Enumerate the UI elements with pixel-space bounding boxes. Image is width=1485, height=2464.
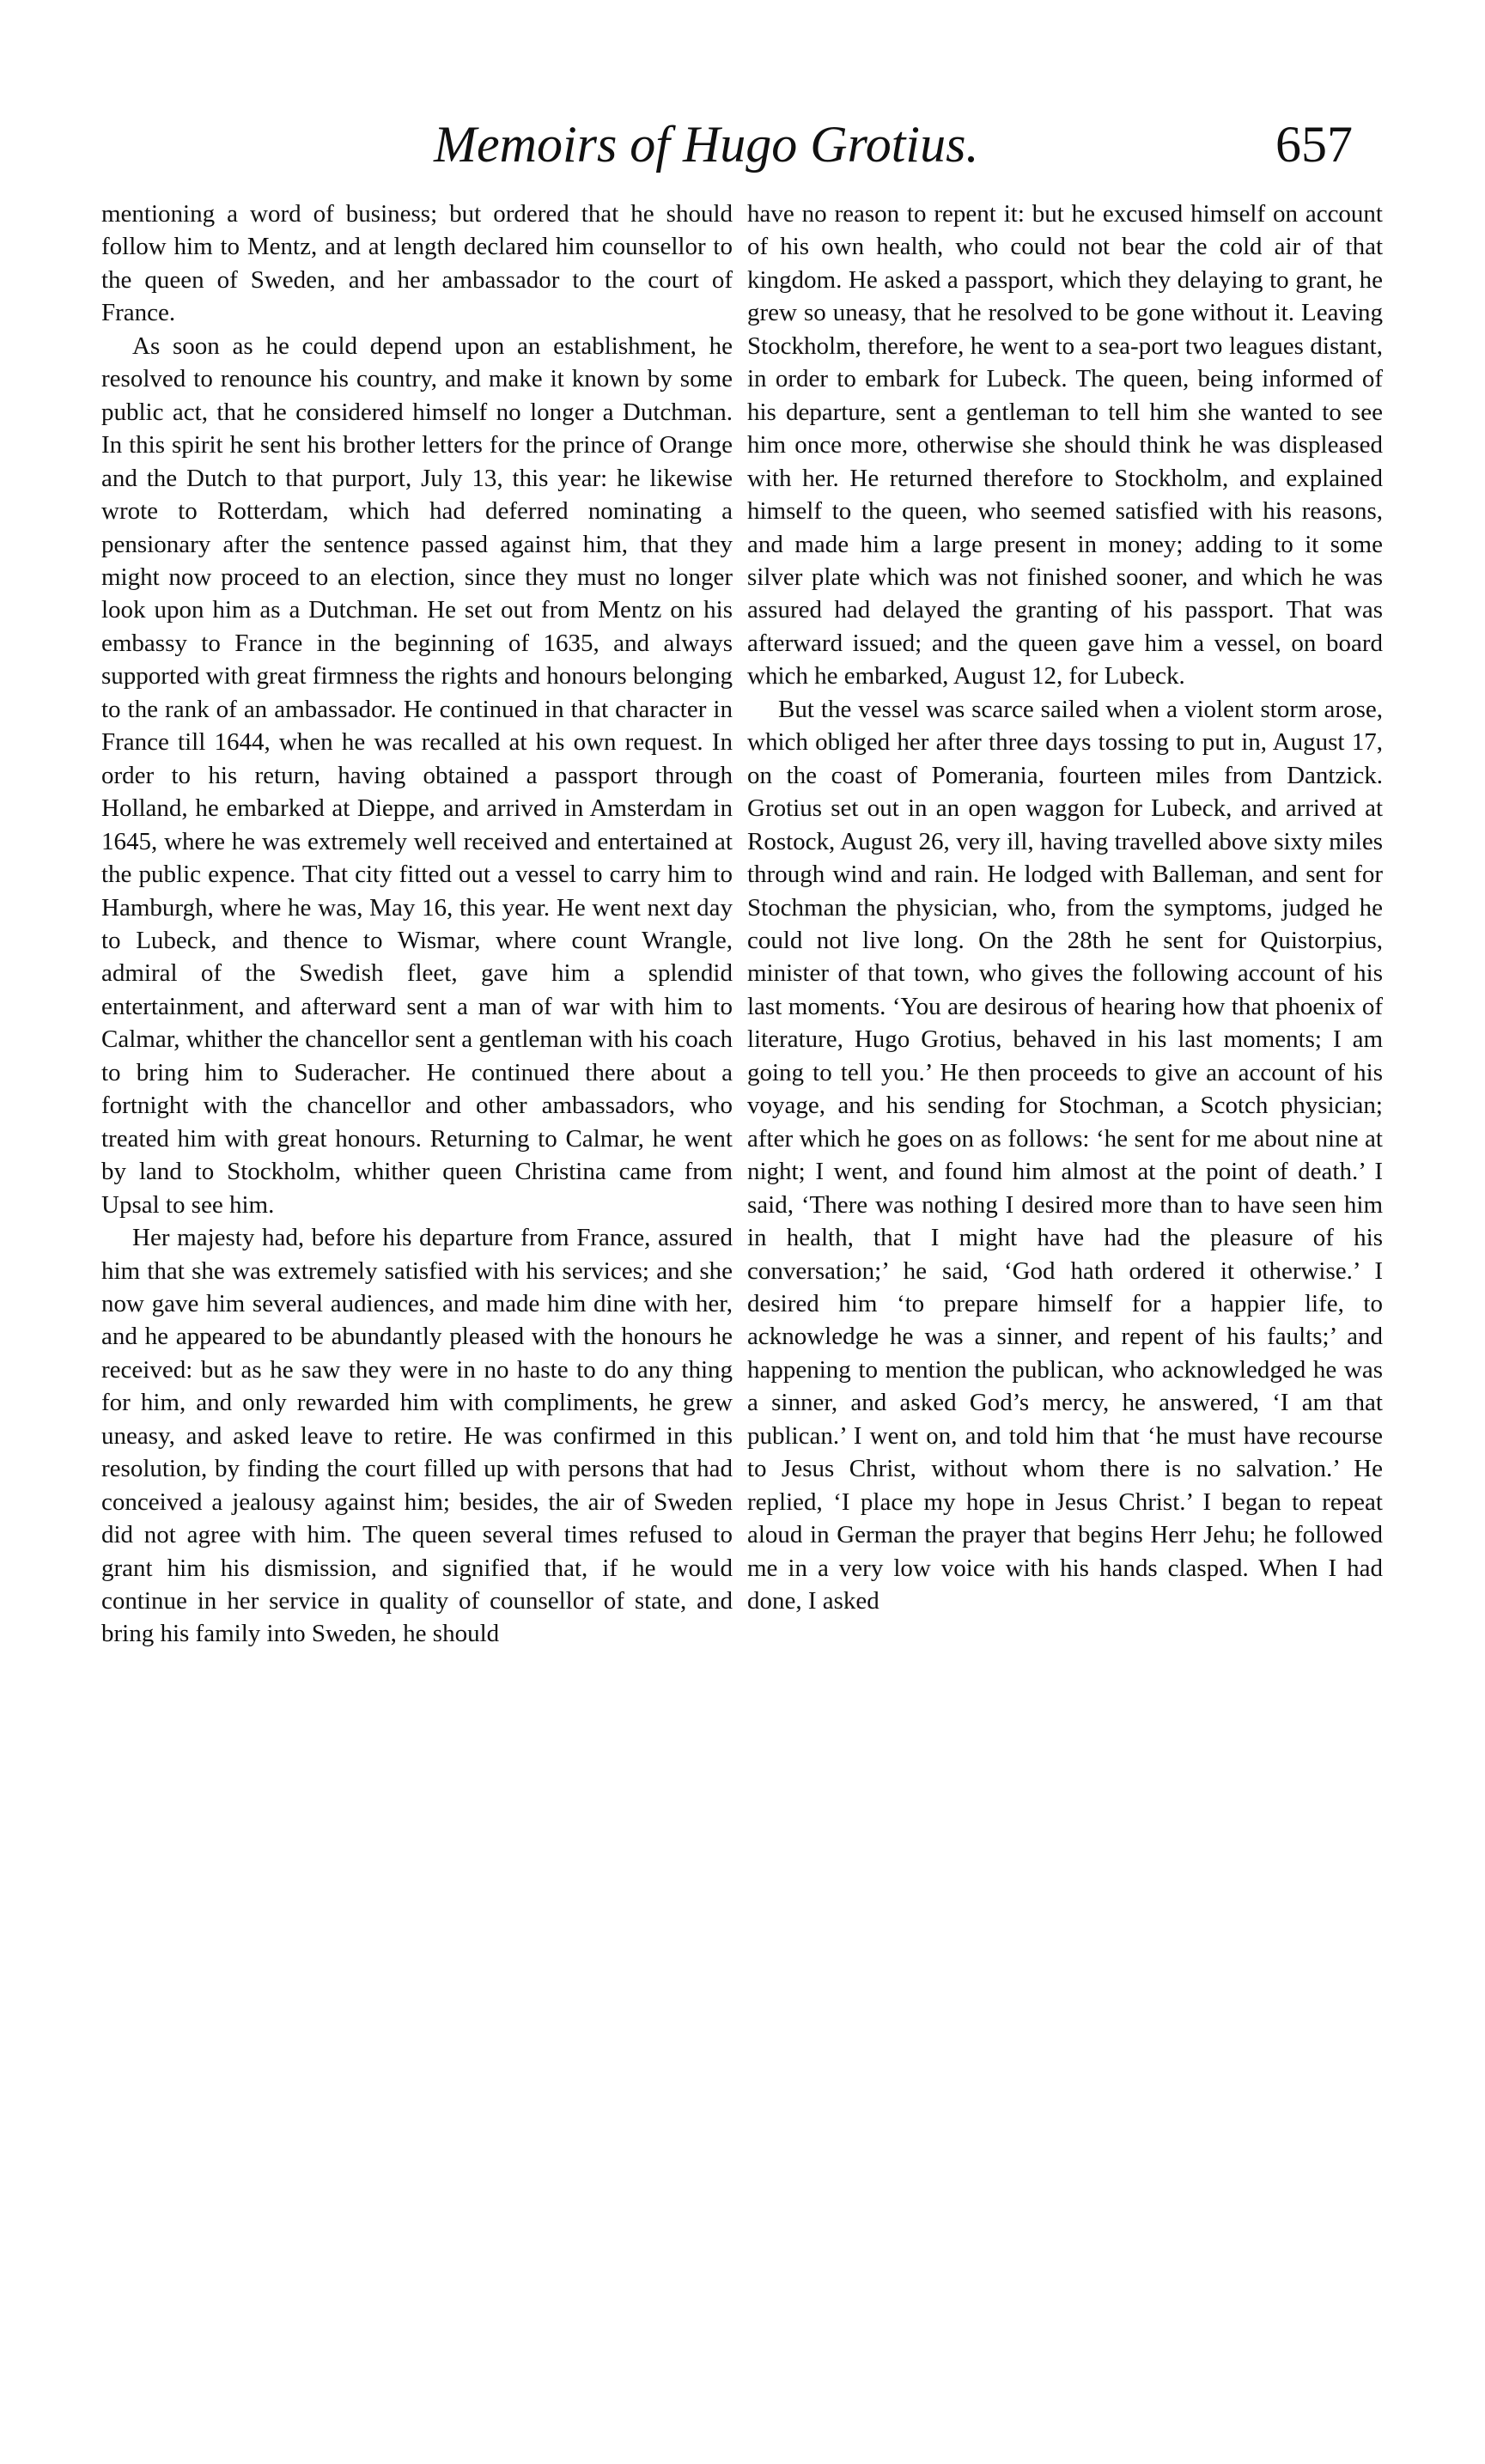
paragraph: have no reason to repent it: but he excused himself on account of his own health, who could not bear the cold air of that kingdom. He asked a passport, which they delaying to grant, he grew so uneasy, that he resolved to be gone without it. Leaving Stockholm, therefore, he went to a sea-port two leagues distant, in order to embark for Lubeck. The queen, being informed of his departure, sent a gentleman to tell him she wanted to see him once more, otherwise she should think he was displeased with her. He returned therefore to Stockholm, and explained himself to the queen, who seemed satisfied with his reasons, and made him a large present in money; adding to it some silver plate which was not finished sooner, and which he was assured had delayed the granting of his passport. That was afterward issued; and the queen gave him a vessel, on board which he embarked, August 12, for Lubeck. <box>747 200 1383 691</box>
paragraph: But the vessel was scarce sailed when a violent storm arose, which obliged her after three days tossing to put in, August 17, on the coast of Pomerania, fourteen miles from Dantzick. Grotius set out in an open waggon for Lubeck, and arrived at Rostock, August 26, very ill, having travelled above sixty miles through wind and rain. He lodged with Balleman, and sent for Stochman the physician, who, from the symptoms, judged he could not live long. On the 28th he sent for Quistorpius, minister of that town, who gives the following account of his last moments. ‘You are desirous of hearing how that phoenix of literature, Hugo Grotius, behaved in his last moments; I am going to tell you.’ He then proceeds to give an account of his voyage, and his sending for Stochman, a Scotch physician; after which he goes on as follows: ‘he sent for me about nine at night; I went, and found him almost at the point of death.’ I said, ‘There was nothing I desired more than to have seen him in health, that I might have had the pleasure of his conversation;’ he said, ‘God hath ordered it otherwise.’ I desired him ‘to prepare himself for a happier life, to acknowledge he was a sinner, and repent of his faults;’ and happening to mention the publican, who acknowledged he was a sinner, and asked God’s mercy, he answered, ‘I am that publican.’ I went on, and told him that ‘he must have recourse to Jesus Christ, without whom there is no salvation.’ He replied, ‘I place my hope in Jesus Christ.’ I began to repeat aloud in German the prayer that begins Herr Jehu; he followed me in a very low voice with his hands clasped. When I had done, I asked <box>747 695 1383 1615</box>
left-column <box>101 198 733 2422</box>
paragraph: mentioning a word of business; but ordered that he should follow him to Mentz, and at length declared him counsellor to the queen of Sweden, and her ambassador to the court of France. <box>101 200 733 327</box>
running-head <box>0 110 1485 179</box>
paragraph: Her majesty had, before his departure from France, assured him that she was extremely satisfied with his services; and she now gave him several audiences, and made him dine with her, and he appeared to be abundantly pleased with the honours he received: but as he saw they were in no haste to do any thing for him, and only rewarded him with compliments, he grew uneasy, and asked leave to retire. He was confirmed in this resolution, by finding the court filled up with persons that had conceived a jealousy against him; besides, the air of Sweden did not agree with him. The queen several times refused to grant him his dismission, and signified that, if he would continue in her service in quality of counsellor of state, and bring his family into Sweden, he should <box>101 1224 733 1648</box>
paragraph: As soon as he could depend upon an establishment, he resolved to renounce his country, and make it known by some public act, that he considered himself no longer a Dutchman. In this spirit he sent his brother letters for the prince of Orange and the Dutch to that purport, July 13, this year: he likewise wrote to Rotterdam, which had deferred nominating a pensionary after the sentence passed against him, that they might now proceed to an election, since they must no longer look upon him as a Dutchman. He set out from Mentz on his embassy to France in the beginning of 1635, and always supported with great firmness the rights and honours belonging to the rank of an ambassador. He continued in that character in France till 1644, when he was recalled at his own request. In order to his return, having obtained a passport through Holland, he embarked at Dieppe, and arrived in Amsterdam in 1645, where he was extremely well received and entertained at the public expence. That city fitted out a vessel to carry him to Hamburgh, where he was, May 16, this year. He went next day to Lubeck, and thence to Wismar, where count Wrangle, admiral of the Swedish fleet, gave him a splendid entertainment, and afterward sent a man of war with him to Calmar, whither the chancellor sent a gentleman with his coach to bring him to Suderacher. He continued there about a fortnight with the chancellor and other ambassadors, who treated him with great honours. Returning to Calmar, he went by land to Stockholm, whither queen Christina came from Upsal to see him. <box>101 332 733 1219</box>
right-column <box>747 198 1383 2422</box>
page-number: 657 <box>1275 116 1353 173</box>
running-title: Memoirs of Hugo Grotius. <box>434 116 979 173</box>
